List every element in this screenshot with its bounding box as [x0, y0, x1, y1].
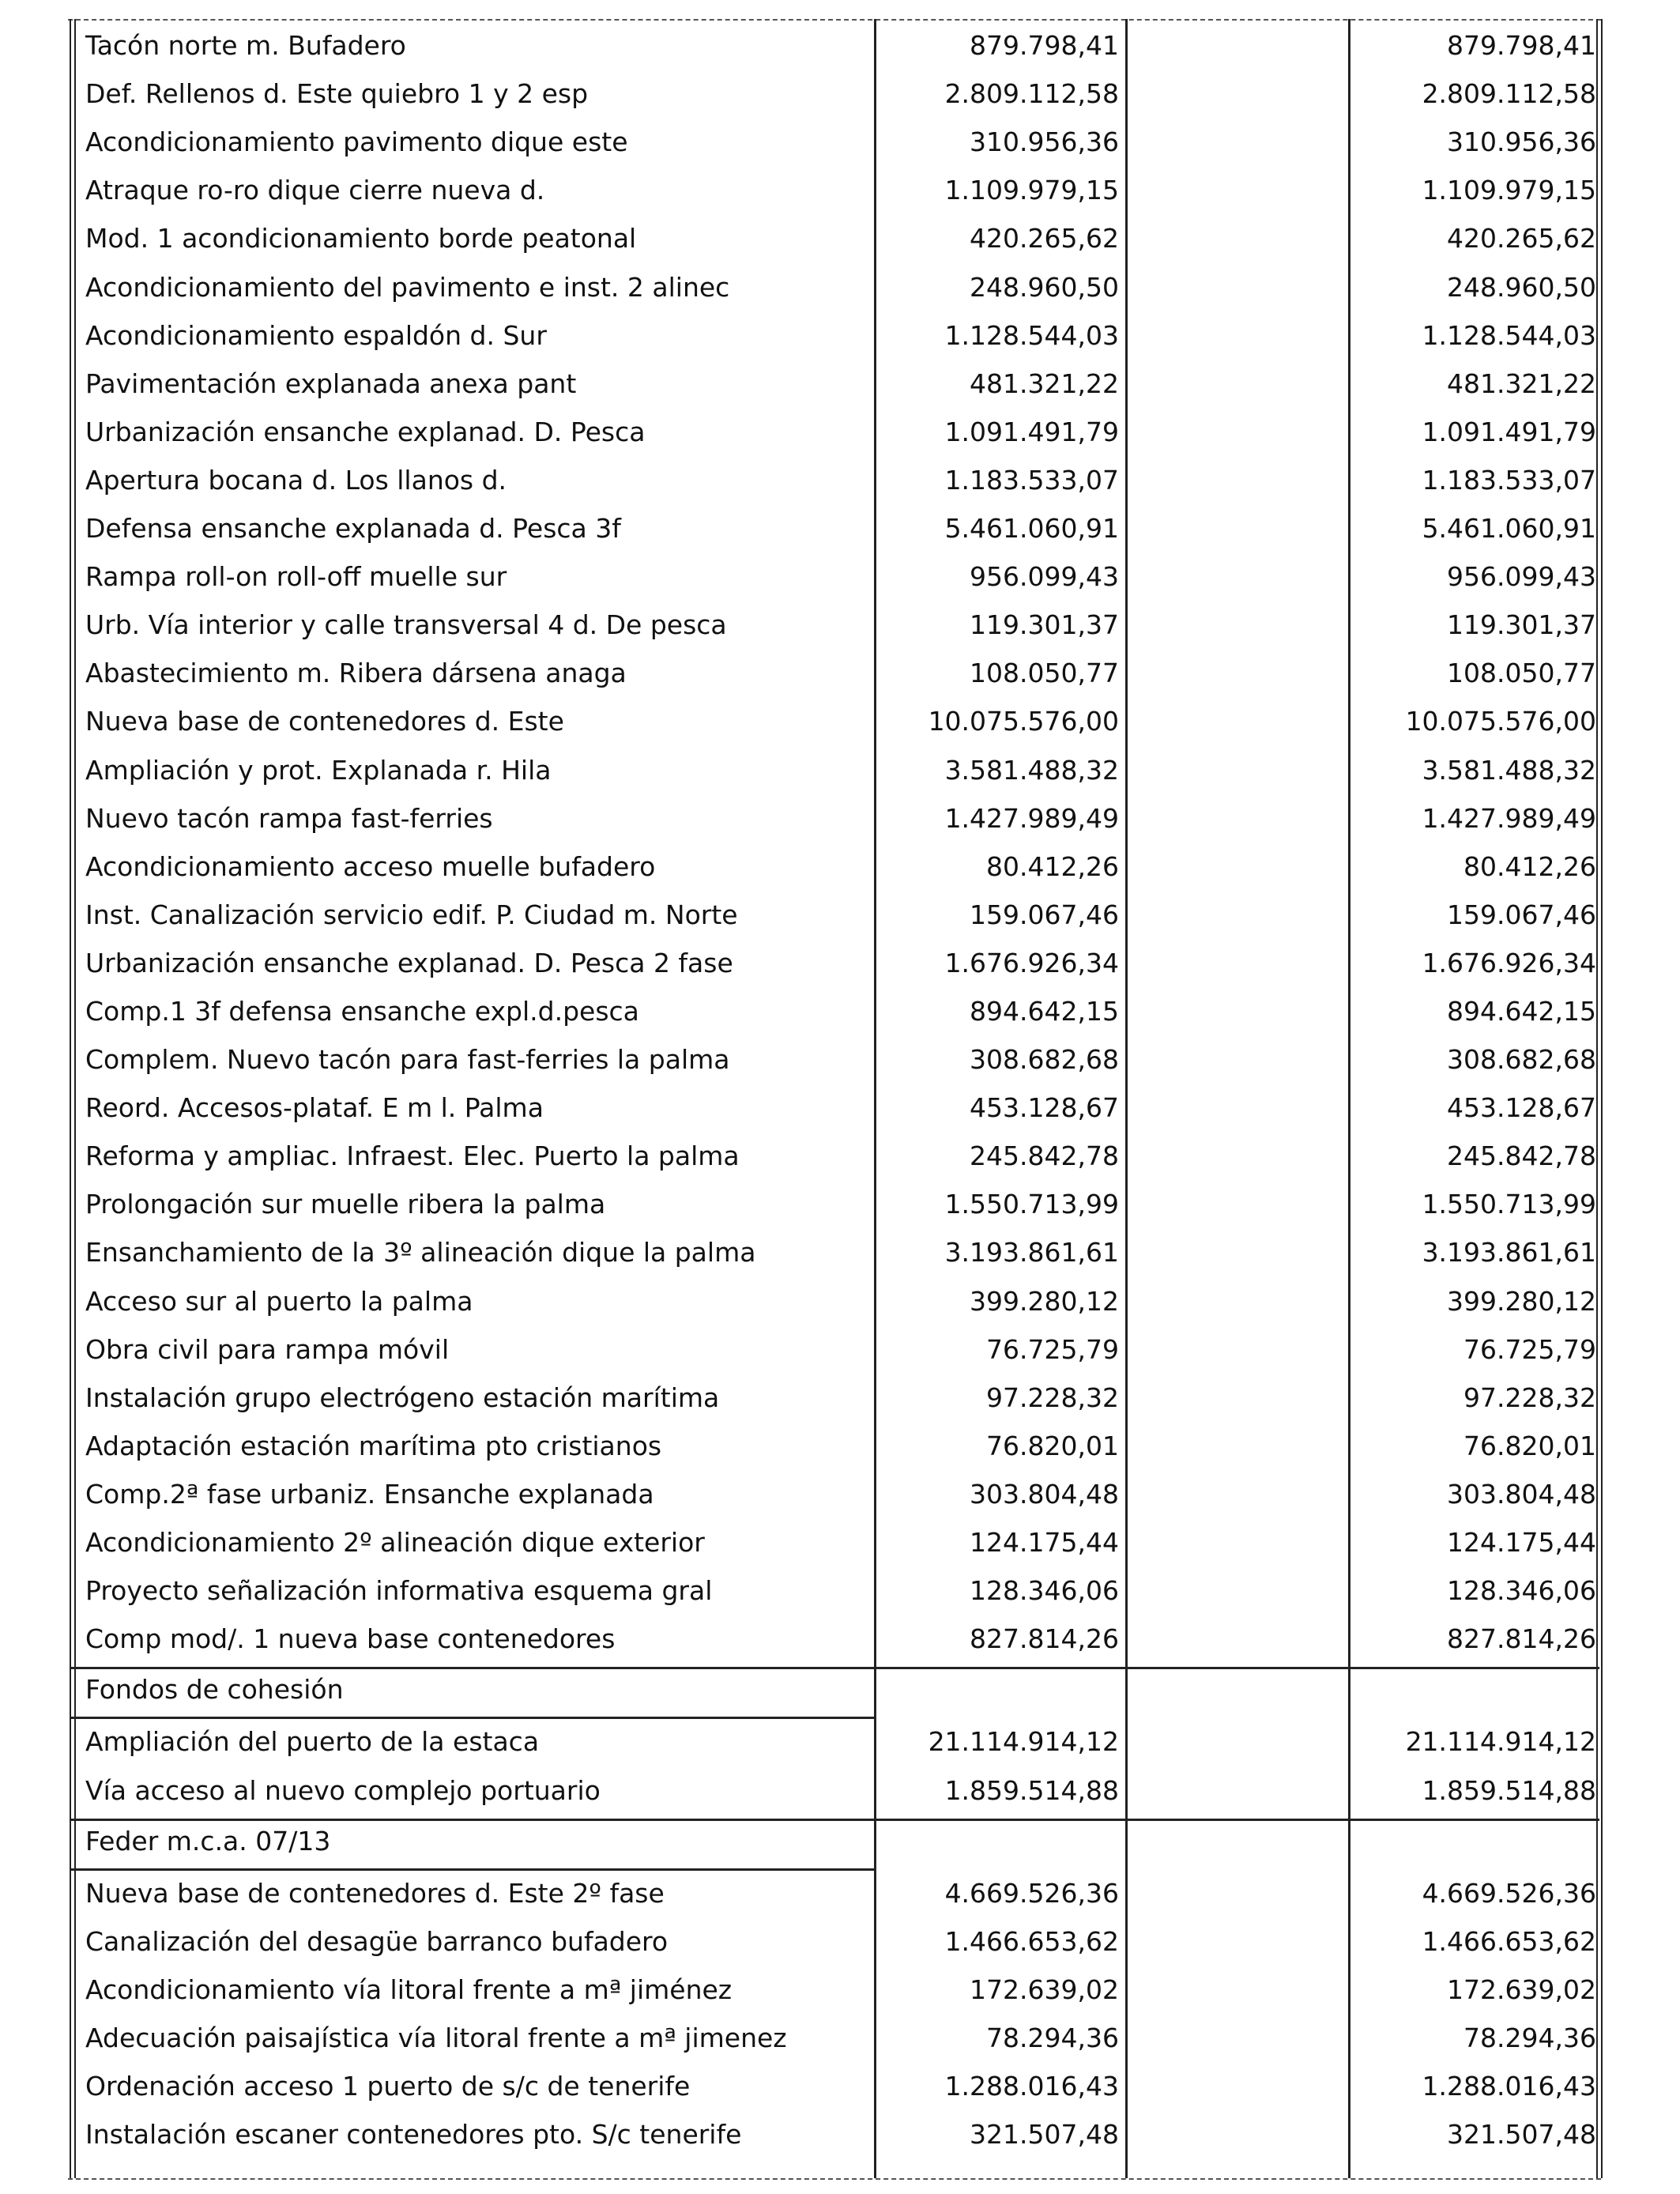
item-amount: 78.294,36: [986, 2022, 1119, 2053]
table-row: [0, 360, 1680, 408]
item-total: 453.128,67: [1447, 1092, 1596, 1123]
table-row: [0, 1374, 1680, 1422]
item-total: 3.581.488,32: [1422, 755, 1596, 786]
item-total: 1.427.989,49: [1422, 803, 1596, 834]
table-row: [0, 2062, 1680, 2110]
item-description: Mod. 1 acondicionamiento borde peatonal: [85, 223, 637, 254]
table-row: [0, 552, 1680, 601]
item-description: Ordenación acceso 1 puerto de s/c de tenerife: [85, 2071, 691, 2102]
table-row: [0, 1325, 1680, 1374]
item-total: 310.956,36: [1447, 126, 1596, 157]
item-amount: 481.321,22: [970, 368, 1119, 399]
item-total: 399.280,12: [1447, 1286, 1596, 1317]
item-amount: 245.842,78: [970, 1140, 1119, 1171]
item-description: Nueva base de contenedores d. Este 2º fase: [85, 1878, 665, 1909]
item-amount: 1.128.544,03: [944, 320, 1119, 351]
item-description: Def. Rellenos d. Este quiebro 1 y 2 esp: [85, 78, 589, 109]
item-total: 245.842,78: [1447, 1140, 1596, 1171]
item-amount: 827.814,26: [970, 1623, 1119, 1654]
item-total: 879.798,41: [1447, 30, 1596, 61]
item-description: Vía acceso al nuevo complejo portuario: [85, 1775, 601, 1806]
item-amount: 159.067,46: [970, 899, 1119, 930]
item-total: 21.114.914,12: [1405, 1726, 1596, 1757]
item-description: Prolongación sur muelle ribera la palma: [85, 1189, 606, 1220]
item-total: 827.814,26: [1447, 1623, 1596, 1654]
item-amount: 303.804,48: [970, 1479, 1119, 1510]
table-row: [0, 21, 1680, 70]
item-total: 124.175,44: [1447, 1527, 1596, 1558]
item-amount: 4.669.526,36: [944, 1878, 1119, 1909]
item-description: Acondicionamiento acceso muelle bufadero: [85, 851, 656, 882]
table-row: [0, 1084, 1680, 1132]
item-description: Defensa ensanche explanada d. Pesca 3f: [85, 513, 621, 544]
table-row: [0, 166, 1680, 214]
item-description: Nueva base de contenedores d. Este: [85, 706, 564, 737]
item-total: 5.461.060,91: [1422, 513, 1596, 544]
item-amount: 310.956,36: [970, 126, 1119, 157]
item-total: 10.075.576,00: [1405, 706, 1596, 737]
item-amount: 80.412,26: [986, 851, 1119, 882]
item-total: 3.193.861,61: [1422, 1237, 1596, 1268]
item-description: Urbanización ensanche explanad. D. Pesca 2 fase: [85, 948, 733, 978]
table-row: [0, 118, 1680, 166]
table-row: [0, 1917, 1680, 1966]
item-description: Comp mod/. 1 nueva base contenedores: [85, 1623, 616, 1654]
item-description: Comp.1 3f defensa ensanche expl.d.pesca: [85, 996, 639, 1027]
table-row: [0, 649, 1680, 697]
table-row: [0, 1132, 1680, 1180]
item-description: Pavimentación explanada anexa pant: [85, 368, 577, 399]
item-description: Tacón norte m. Bufadero: [85, 30, 406, 61]
item-total: 1.128.544,03: [1422, 320, 1596, 351]
table-row: [0, 939, 1680, 987]
item-amount: 3.193.861,61: [944, 1237, 1119, 1268]
item-description: Acondicionamiento 2º alineación dique exterior: [85, 1527, 705, 1558]
table-row: [0, 408, 1680, 456]
section-top-rule: [71, 1667, 1599, 1669]
item-total: 1.466.653,62: [1422, 1926, 1596, 1957]
item-total: 1.550.713,99: [1422, 1189, 1596, 1220]
item-amount: 1.288.016,43: [944, 2071, 1119, 2102]
item-description: Adaptación estación marítima pto cristianos: [85, 1431, 662, 1461]
item-amount: 108.050,77: [970, 658, 1119, 688]
item-amount: 248.960,50: [970, 272, 1119, 303]
item-total: 1.091.491,79: [1422, 417, 1596, 447]
item-total: 80.412,26: [1463, 851, 1596, 882]
item-total: 956.099,43: [1447, 561, 1596, 592]
table-row: [0, 1518, 1680, 1566]
item-description: Urb. Vía interior y calle transversal 4 d. De pesca: [85, 609, 727, 640]
item-amount: 5.461.060,91: [944, 513, 1119, 544]
item-total: 172.639,02: [1447, 1974, 1596, 2005]
item-total: 159.067,46: [1447, 899, 1596, 930]
item-total: 119.301,37: [1447, 609, 1596, 640]
item-amount: 879.798,41: [970, 30, 1119, 61]
item-description: Atraque ro-ro dique cierre nueva d.: [85, 175, 545, 205]
section-bottom-rule: [71, 1717, 874, 1719]
item-total: 97.228,32: [1463, 1382, 1596, 1413]
item-amount: 1.091.491,79: [944, 417, 1119, 447]
item-amount: 76.820,01: [986, 1431, 1119, 1461]
item-amount: 97.228,32: [986, 1382, 1119, 1413]
item-total: 1.109.979,15: [1422, 175, 1596, 205]
item-total: 1.288.016,43: [1422, 2071, 1596, 2102]
section-top-rule: [71, 1819, 1599, 1821]
item-amount: 119.301,37: [970, 609, 1119, 640]
item-description: Rampa roll-on roll-off muelle sur: [85, 561, 507, 592]
item-total: 321.507,48: [1447, 2119, 1596, 2150]
item-amount: 420.265,62: [970, 223, 1119, 254]
item-amount: 1.859.514,88: [944, 1775, 1119, 1806]
item-amount: 3.581.488,32: [944, 755, 1119, 786]
table-row: [0, 311, 1680, 360]
table-row: [0, 987, 1680, 1035]
section-bottom-rule: [71, 1868, 874, 1871]
table-row: [0, 456, 1680, 504]
item-total: 420.265,62: [1447, 223, 1596, 254]
table-row: [0, 601, 1680, 649]
item-amount: 124.175,44: [970, 1527, 1119, 1558]
item-total: 1.676.926,34: [1422, 948, 1596, 978]
item-amount: 1.427.989,49: [944, 803, 1119, 834]
item-amount: 10.075.576,00: [928, 706, 1119, 737]
item-total: 78.294,36: [1463, 2022, 1596, 2053]
item-total: 1.183.533,07: [1422, 465, 1596, 496]
table-bottom-border: [68, 2178, 1601, 2180]
item-amount: 308.682,68: [970, 1044, 1119, 1075]
item-amount: 128.346,06: [970, 1575, 1119, 1606]
item-total: 894.642,15: [1447, 996, 1596, 1027]
item-amount: 894.642,15: [970, 996, 1119, 1027]
table-row: [0, 1035, 1680, 1084]
item-description: Instalación escaner contenedores pto. S/c tenerife: [85, 2119, 742, 2150]
item-total: 76.725,79: [1463, 1334, 1596, 1365]
item-amount: 1.550.713,99: [944, 1189, 1119, 1220]
item-description: Reforma y ampliac. Infraest. Elec. Puerto la palma: [85, 1140, 740, 1171]
table-row: [0, 1228, 1680, 1276]
section-title: Fondos de cohesión: [85, 1674, 344, 1705]
item-description: Abastecimiento m. Ribera dársena anaga: [85, 658, 627, 688]
table-row: [0, 504, 1680, 552]
item-total: 308.682,68: [1447, 1044, 1596, 1075]
section-header-row: [0, 1665, 1680, 1713]
table-row: [0, 1422, 1680, 1470]
item-description: Reord. Accesos-plataf. E m l. Palma: [85, 1092, 544, 1123]
table-row: [0, 2110, 1680, 2158]
table-row: [0, 1615, 1680, 1663]
item-amount: 1.676.926,34: [944, 948, 1119, 978]
item-total: 248.960,50: [1447, 272, 1596, 303]
item-description: Complem. Nuevo tacón para fast-ferries la palma: [85, 1044, 730, 1075]
item-description: Apertura bocana d. Los llanos d.: [85, 465, 507, 496]
item-total: 1.859.514,88: [1422, 1775, 1596, 1806]
item-amount: 321.507,48: [970, 2119, 1119, 2150]
table-row: [0, 1869, 1680, 1917]
item-amount: 76.725,79: [986, 1334, 1119, 1365]
item-amount: 1.109.979,15: [944, 175, 1119, 205]
table-row: [0, 214, 1680, 262]
item-description: Nuevo tacón rampa fast-ferries: [85, 803, 493, 834]
item-total: 4.669.526,36: [1422, 1878, 1596, 1909]
table-row: [0, 1277, 1680, 1325]
table-row: [0, 1470, 1680, 1518]
item-description: Acondicionamiento espaldón d. Sur: [85, 320, 547, 351]
item-description: Acceso sur al puerto la palma: [85, 1286, 473, 1317]
item-description: Acondicionamiento vía litoral frente a mª jiménez: [85, 1974, 733, 2005]
table-top-border: [68, 19, 1601, 21]
table-row: [0, 1966, 1680, 2014]
item-amount: 956.099,43: [970, 561, 1119, 592]
item-description: Proyecto señalización informativa esquema gral: [85, 1575, 713, 1606]
table-row: [0, 843, 1680, 891]
table-row: [0, 263, 1680, 311]
item-description: Ampliación del puerto de la estaca: [85, 1726, 540, 1757]
item-total: 481.321,22: [1447, 368, 1596, 399]
table-row: [0, 1717, 1680, 1766]
item-amount: 21.114.914,12: [928, 1726, 1119, 1757]
table-row: [0, 697, 1680, 745]
item-amount: 2.809.112,58: [944, 78, 1119, 109]
section-title: Feder m.c.a. 07/13: [85, 1826, 331, 1857]
table-row: [0, 1766, 1680, 1815]
item-description: Obra civil para rampa móvil: [85, 1334, 450, 1365]
table-row: [0, 1180, 1680, 1228]
table-row: [0, 794, 1680, 843]
item-total: 2.809.112,58: [1422, 78, 1596, 109]
item-description: Comp.2ª fase urbaniz. Ensanche explanada: [85, 1479, 654, 1510]
item-description: Adecuación paisajística vía litoral frente a mª jimenez: [85, 2022, 787, 2053]
item-description: Inst. Canalización servicio edif. P. Ciudad m. Norte: [85, 899, 738, 930]
item-amount: 399.280,12: [970, 1286, 1119, 1317]
table-row: [0, 746, 1680, 794]
item-description: Urbanización ensanche explanad. D. Pesca: [85, 417, 646, 447]
item-description: Canalización del desagüe barranco bufadero: [85, 1926, 669, 1957]
item-total: 128.346,06: [1447, 1575, 1596, 1606]
section-header-row: [0, 1817, 1680, 1865]
item-description: Instalación grupo electrógeno estación marítima: [85, 1382, 720, 1413]
table-row: [0, 2014, 1680, 2062]
item-total: 303.804,48: [1447, 1479, 1596, 1510]
item-description: Acondicionamiento pavimento dique este: [85, 126, 628, 157]
table-row: [0, 1566, 1680, 1615]
item-amount: 1.466.653,62: [944, 1926, 1119, 1957]
item-amount: 172.639,02: [970, 1974, 1119, 2005]
item-amount: 453.128,67: [970, 1092, 1119, 1123]
table-row: [0, 891, 1680, 939]
item-description: Acondicionamiento del pavimento e inst. 2 alinec: [85, 272, 730, 303]
item-description: Ampliación y prot. Explanada r. Hila: [85, 755, 552, 786]
item-total: 76.820,01: [1463, 1431, 1596, 1461]
item-total: 108.050,77: [1447, 658, 1596, 688]
item-description: Ensanchamiento de la 3º alineación dique la palma: [85, 1237, 756, 1268]
item-amount: 1.183.533,07: [944, 465, 1119, 496]
table-row: [0, 70, 1680, 118]
